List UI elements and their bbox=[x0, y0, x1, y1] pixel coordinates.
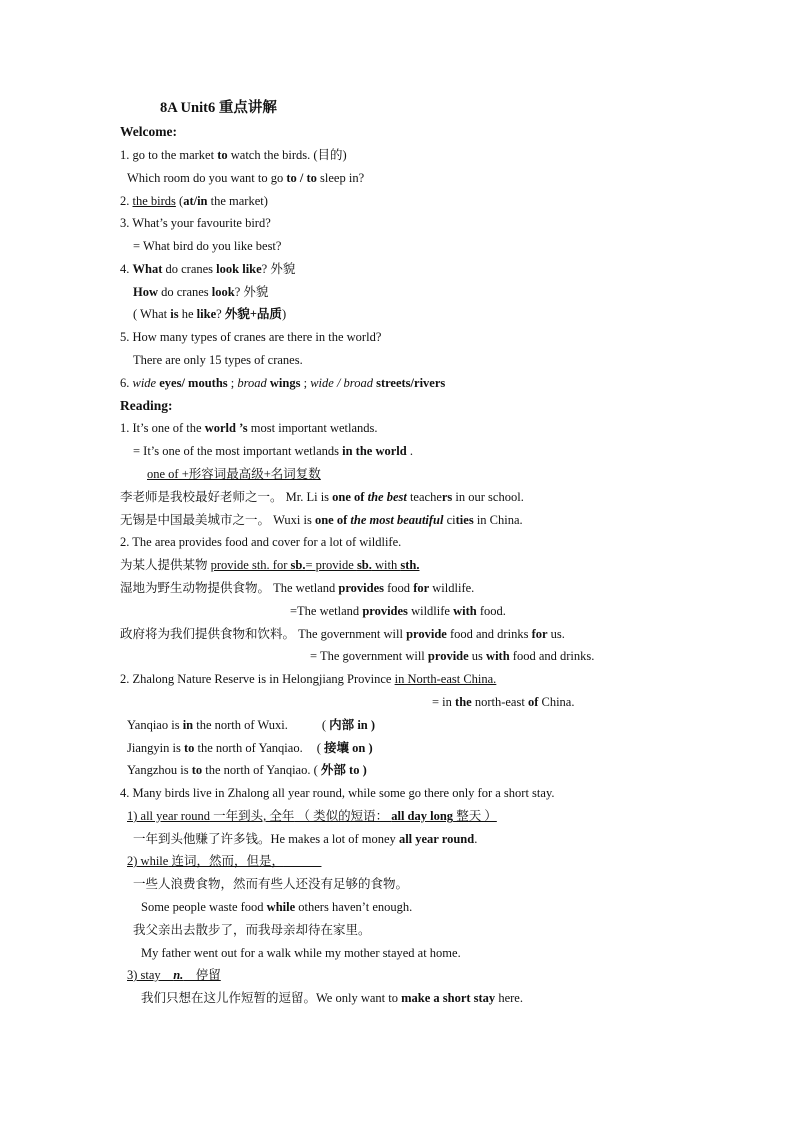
line-w3a: 3. What’s your favourite bird? bbox=[120, 216, 271, 230]
line-w4c: ( What is he like? 外貌+品质) bbox=[133, 307, 287, 321]
line-r4f: Some people waste food while others haven’t enough. bbox=[141, 900, 413, 914]
welcome-heading: Welcome: bbox=[120, 124, 177, 139]
line-r4a: 4. Many birds live in Zhalong all year round, while some go there only for a short stay. bbox=[120, 786, 555, 800]
line-r2c: 湿地为野生动物提供食物。 The wetland provides food for wildlife. bbox=[120, 581, 475, 595]
line-w3b: = What bird do you like best? bbox=[133, 239, 282, 253]
line-r4i: 3) stay n. 停留 bbox=[127, 968, 221, 982]
line-r1b: = It’s one of the most important wetlands in the world . bbox=[133, 444, 413, 458]
line-r1a: 1. It’s one of the world ’s most important wetlands. bbox=[120, 421, 378, 435]
line-r4h: My father went out for a walk while my mother stayed at home. bbox=[141, 946, 461, 960]
line-w1a: 1. go to the market to watch the birds. (目的) bbox=[120, 148, 347, 162]
line-r2a: 2. The area provides food and cover for a lot of wildlife. bbox=[120, 535, 402, 549]
line-r4c: 一年到头他赚了许多钱。He makes a lot of money all year round. bbox=[133, 832, 478, 846]
line-w1b: Which room do you want to go to / to sleep in? bbox=[127, 171, 365, 185]
line-r4b: 1) all year round 一年到头, 全年 （ 类似的短语： all day long 整天 ） bbox=[127, 809, 497, 823]
line-r1d: 李老师是我校最好老师之一。 Mr. Li is one of the best teachers in our school. bbox=[120, 490, 524, 504]
line-w6: 6. wide eyes/ mouths ; broad wings ; wide / broad streets/rivers bbox=[120, 376, 446, 390]
line-r2b: 为某人提供某物 provide sth. for sb.= provide sb. with sth. bbox=[120, 558, 420, 572]
line-r3a: 2. Zhalong Nature Reserve is in Helongjiang Province in North-east China. bbox=[120, 672, 497, 686]
line-w5b: There are only 15 types of cranes. bbox=[133, 353, 303, 367]
line-r2f: = The government will provide us with food and drinks. bbox=[310, 649, 595, 663]
line-r4e: 一些人浪费食物，然而有些人还没有足够的食物。 bbox=[133, 877, 409, 891]
line-r2e: 政府将为我们提供食物和饮料。 The government will provide food and drinks for us. bbox=[120, 627, 565, 641]
line-r4g: 我父亲出去散步了，而我母亲却待在家里。 bbox=[133, 923, 371, 937]
line-w2: 2. the birds (at/in the market) bbox=[120, 194, 268, 208]
line-w4b: How do cranes look? 外貌 bbox=[133, 285, 269, 299]
line-r3c: Yanqiao is in the north of Wuxi. ( 内部 in ) bbox=[127, 718, 376, 732]
line-r1c: one of +形容词最高级+名词复数 bbox=[147, 467, 321, 481]
line-w5a: 5. How many types of cranes are there in the world? bbox=[120, 330, 382, 344]
line-r2d: =The wetland provides wildlife with food. bbox=[290, 604, 506, 618]
line-r1e: 无锡是中国最美城市之一。 Wuxi is one of the most beautiful cities in China. bbox=[120, 513, 523, 527]
line-w4a: 4. What do cranes look like? 外貌 bbox=[120, 262, 296, 276]
line-r3b: = in the north-east of China. bbox=[432, 695, 575, 709]
line-r3e: Yangzhou is to the north of Yanqiao. ( 外部 to ) bbox=[127, 763, 367, 777]
page-title: 8A Unit6 重点讲解 bbox=[160, 100, 277, 116]
line-r3d: Jiangyin is to the north of Yanqiao. ( 接壤 on ) bbox=[127, 741, 373, 755]
line-r4d: 2) while 连词，然而，但是， bbox=[127, 854, 284, 868]
reading-heading: Reading: bbox=[120, 398, 173, 413]
line-r4j: 我们只想在这儿作短暂的逗留。We only want to make a short stay here. bbox=[141, 991, 523, 1005]
